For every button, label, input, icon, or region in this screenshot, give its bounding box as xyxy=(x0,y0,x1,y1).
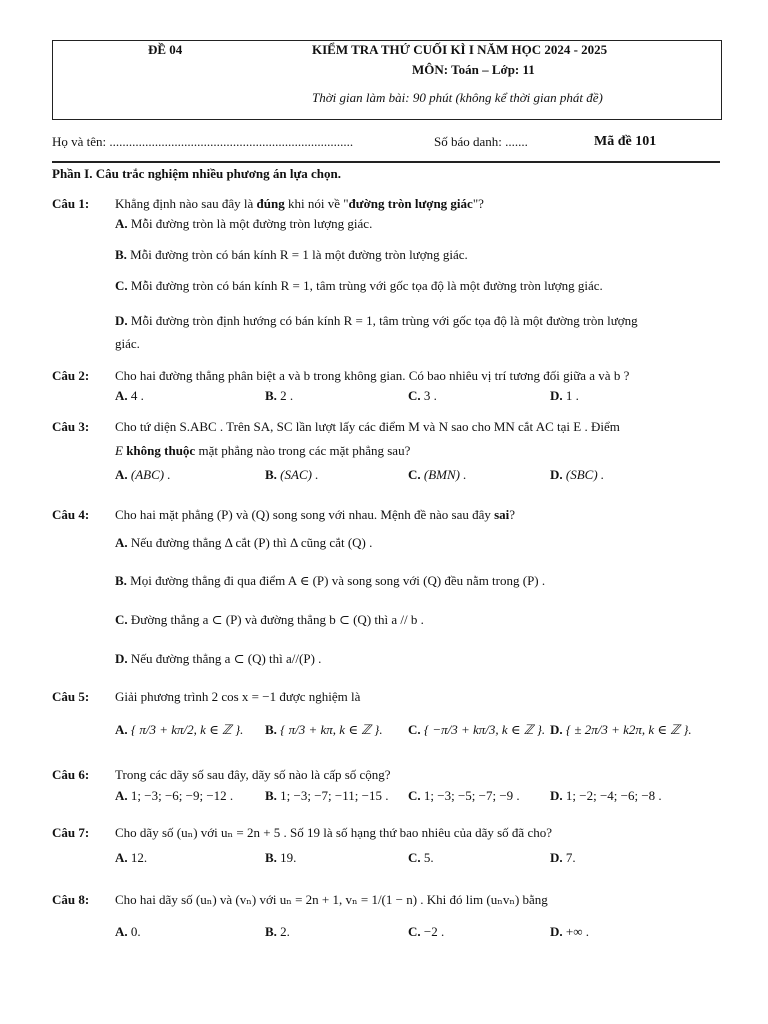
answer-option: B. (SAC) . xyxy=(265,467,319,482)
answer-option: C. Đường thẳng a ⊂ (P) và đường thẳng b ⊂ (Q) thì a // b . xyxy=(115,612,424,627)
student-name-field: Họ và tên: ........................................................................... xyxy=(52,134,354,149)
exam-subject: MÔN: Toán – Lớp: 11 xyxy=(412,62,535,77)
question-number: Câu 7: xyxy=(52,825,90,840)
answer-option: C. −2 . xyxy=(408,924,445,939)
exam-time: Thời gian làm bài: 90 phút (không kể thời gian phát đề) xyxy=(312,90,603,105)
answer-option: B. 2 . xyxy=(265,388,294,403)
answer-option: B. { π/3 + kπ, k ∈ ℤ }. xyxy=(265,722,383,737)
answer-option: A. Mỗi đường tròn là một đường tròn lượng giác. xyxy=(115,216,373,231)
answer-option: A. 4 . xyxy=(115,388,144,403)
answer-option: D. +∞ . xyxy=(550,924,589,939)
answer-option: B. 19. xyxy=(265,850,297,865)
answer-option: B. 1; −3; −7; −11; −15 . xyxy=(265,788,389,803)
answer-option: C. 1; −3; −5; −7; −9 . xyxy=(408,788,520,803)
answer-option: A. 12. xyxy=(115,850,148,865)
question-text: Cho tứ diện S.ABC . Trên SA, SC lần lượt lấy các điểm M và N sao cho MN cắt AC tại E . Điểm xyxy=(115,419,620,434)
question-number: Câu 4: xyxy=(52,507,90,522)
question-number: Câu 5: xyxy=(52,689,90,704)
answer-option: A. 1; −3; −6; −9; −12 . xyxy=(115,788,234,803)
question-text: Giải phương trình 2 cos x = −1 được nghiệm là xyxy=(115,689,361,704)
exam-version: Mã đề 101 xyxy=(594,134,657,149)
answer-option: D. { ± 2π/3 + k2π, k ∈ ℤ }. xyxy=(550,722,692,737)
question-number: Câu 3: xyxy=(52,419,90,434)
answer-option: C. 5. xyxy=(408,850,434,865)
question-text: Cho hai mặt phẳng (P) và (Q) song song với nhau. Mệnh đề nào sau đây sai? xyxy=(115,507,516,522)
question-text: Cho hai dãy số (uₙ) và (vₙ) với uₙ = 2n + 1, vₙ = 1/(1 − n) . Khi đó lim (uₙvₙ) bằng xyxy=(115,892,548,907)
answer-option: C. (BMN) . xyxy=(408,467,467,482)
answer-option: B. Mỗi đường tròn có bán kính R = 1 là một đường tròn lượng giác. xyxy=(115,247,468,262)
answer-option-continued: giác. xyxy=(115,336,140,351)
student-id-field: Số báo danh: ....... xyxy=(434,134,528,149)
answer-option: B. 2. xyxy=(265,924,290,939)
answer-option: A. 0. xyxy=(115,924,141,939)
answer-option: C. Mỗi đường tròn có bán kính R = 1, tâm trùng với gốc tọa độ là một đường tròn lượng giác. xyxy=(115,278,603,293)
answer-option: C. { −π/3 + kπ/3, k ∈ ℤ }. xyxy=(408,722,546,737)
question-text-continued: E không thuộc mặt phẳng nào trong các mặt phẳng sau? xyxy=(115,443,411,458)
answer-option: B. Mọi đường thẳng đi qua điểm A ∈ (P) và song song với (Q) đều nằm trong (P) . xyxy=(115,573,546,588)
answer-option: A. Nếu đường thẳng Δ cắt (P) thì Δ cũng cắt (Q) . xyxy=(115,535,373,550)
exam-title: KIỂM TRA THỨ CUỐI KÌ I NĂM HỌC 2024 - 2025 xyxy=(312,42,608,57)
question-text: Cho hai đường thẳng phân biệt a và b trong không gian. Có bao nhiêu vị trí tương đối giữa a và b ? xyxy=(115,368,630,383)
question-text: Trong các dãy số sau đây, dãy số nào là cấp số cộng? xyxy=(115,767,391,782)
answer-option: D. Nếu đường thẳng a ⊂ (Q) thì a//(P) . xyxy=(115,651,322,666)
answer-option: D. 1 . xyxy=(550,388,579,403)
answer-option: A. (ABC) . xyxy=(115,467,171,482)
section-title: Phần I. Câu trắc nghiệm nhiều phương án lựa chọn. xyxy=(52,166,342,181)
answer-option: D. (SBC) . xyxy=(550,467,605,482)
question-text: Khẳng định nào sau đây là đúng khi nói về "đường tròn lượng giác"? xyxy=(115,196,484,211)
answer-option: D. 7. xyxy=(550,850,576,865)
answer-option: D. 1; −2; −4; −6; −8 . xyxy=(550,788,662,803)
answer-option: D. Mỗi đường tròn định hướng có bán kính R = 1, tâm trùng với gốc tọa độ là một đường tròn lượng xyxy=(115,313,638,328)
question-text: Cho dãy số (uₙ) với uₙ = 2n + 5 . Số 19 là số hạng thứ bao nhiêu của dãy số đã cho? xyxy=(115,825,552,840)
answer-option: A. { π/3 + kπ/2, k ∈ ℤ }. xyxy=(115,722,244,737)
question-number: Câu 2: xyxy=(52,368,90,383)
question-number: Câu 1: xyxy=(52,196,90,211)
question-number: Câu 6: xyxy=(52,767,90,782)
exam-code: ĐỀ 04 xyxy=(148,42,183,57)
answer-option: C. 3 . xyxy=(408,388,437,403)
divider xyxy=(52,161,720,163)
question-number: Câu 8: xyxy=(52,892,90,907)
